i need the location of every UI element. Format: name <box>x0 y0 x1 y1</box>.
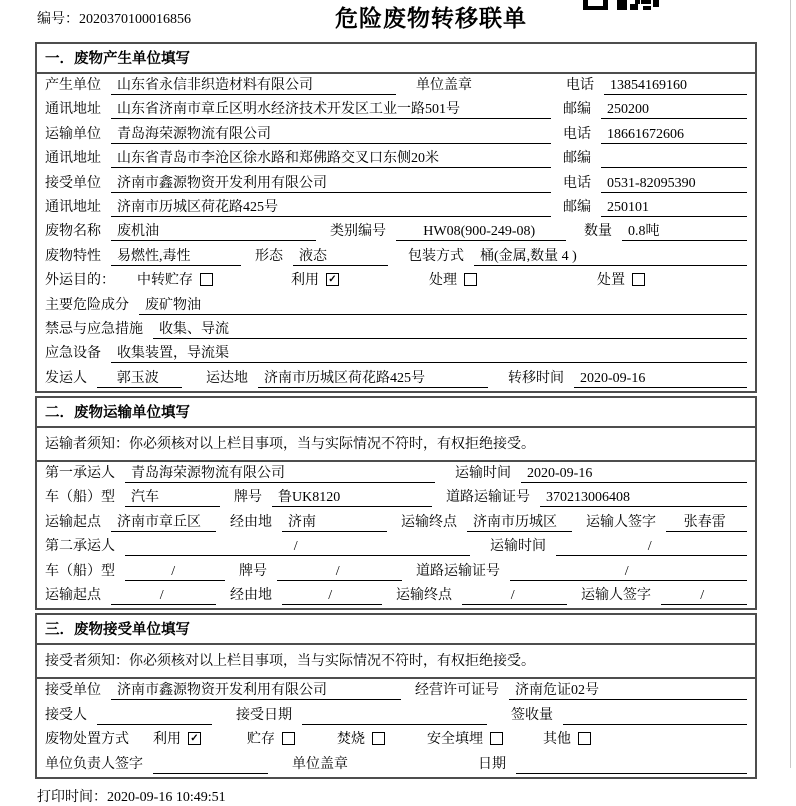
row-vehicle-2 <box>37 560 755 584</box>
unit-seal-label: 单位盖章 <box>416 78 472 93</box>
print-time-label: 打印时间： <box>37 789 107 805</box>
addr2-label: 通讯地址 <box>45 151 101 167</box>
origin2-label: 运输起点 <box>45 588 101 604</box>
phone1-label: 电话 <box>566 78 594 93</box>
row-hazard-components <box>37 294 755 318</box>
document-header <box>35 0 757 42</box>
via2-label: 经由地 <box>230 588 272 604</box>
via1-label: 经由地 <box>230 514 272 530</box>
purpose-option-dispose <box>597 269 645 289</box>
row-second-carrier <box>37 535 755 559</box>
permit2-value: / <box>510 564 747 581</box>
permit1-value: 370213006408 <box>540 490 747 507</box>
packing-label: 包装方式 <box>408 248 464 264</box>
acceptor-value <box>97 708 212 725</box>
qr-code-fragment-icon <box>583 0 659 16</box>
via1-value: 济南 <box>282 511 387 532</box>
taboo-label: 禁忌与应急措施 <box>45 321 143 337</box>
vehicle2-value: / <box>125 564 225 581</box>
quantity-value: 0.8吨 <box>622 220 747 241</box>
zip1-label: 邮编 <box>563 102 591 118</box>
print-time-line <box>35 786 757 806</box>
row-transfer-purpose <box>37 269 755 293</box>
phone3-label: 电话 <box>563 175 591 191</box>
destination-value: 济南市历城区荷花路425号 <box>258 367 488 388</box>
plate1-label: 牌号 <box>234 490 262 506</box>
serial-label: 编号： <box>37 12 79 27</box>
received-qty-value <box>563 708 747 725</box>
date-label: 日期 <box>478 756 506 772</box>
carrier1-label: 第一承运人 <box>45 466 115 482</box>
transporter-notice: 运输者须知：你必须核对以上栏目事项，当与实际情况不符时，有权拒绝接受。 <box>37 428 755 462</box>
phone2-value: 18661672606 <box>601 127 747 144</box>
plate1-value: 鲁UK8120 <box>272 486 432 507</box>
disposal-option-utilize-label: 利用 <box>153 732 181 748</box>
hazard-label: 主要危险成分 <box>45 297 129 313</box>
origin1-label: 运输起点 <box>45 514 101 530</box>
date-value <box>516 757 747 774</box>
disposal-option-other-label: 其他 <box>543 732 571 748</box>
carrier1-value: 青岛海荣源物流有限公司 <box>125 462 435 483</box>
origin2-value: / <box>111 588 216 605</box>
plate2-label: 牌号 <box>239 563 267 579</box>
accepting-unit-label: 接受单位 <box>45 683 101 699</box>
row-receiver-address <box>37 196 755 220</box>
disposal-label: 废物处置方式 <box>45 732 129 748</box>
zip2-value <box>601 151 747 168</box>
serial-number-line <box>37 8 191 28</box>
sign1-value: 张春雷 <box>666 511 747 532</box>
row-chief-signature <box>37 753 755 777</box>
disposal-checkbox-other <box>578 732 591 745</box>
section-producer-title: 一．废物产生单位填写 <box>37 44 755 74</box>
addr1-label: 通讯地址 <box>45 102 101 118</box>
section-receiver <box>35 613 757 779</box>
producer-label: 产生单位 <box>45 78 101 93</box>
purpose-checkbox-transit-storage <box>200 273 213 286</box>
received-qty-label: 签收量 <box>511 707 553 723</box>
zip2-label: 邮编 <box>563 151 591 167</box>
destination-label: 运达地 <box>206 370 248 386</box>
receiver-label: 接受单位 <box>45 175 101 191</box>
receiver-seal-label: 单位盖章 <box>292 756 348 772</box>
sign2-value: / <box>661 588 747 605</box>
traits-value: 易燃性,毒性 <box>111 245 241 266</box>
disposal-checkbox-landfill <box>490 732 503 745</box>
phone2-label: 电话 <box>563 126 591 142</box>
manifest-document <box>35 0 757 806</box>
row-first-carrier <box>37 462 755 486</box>
phone3-value: 0531-82095390 <box>601 176 747 193</box>
disposal-option-incinerate-label: 焚烧 <box>337 732 365 748</box>
shipper-value: 郭玉波 <box>97 367 182 388</box>
purpose-checkbox-treat <box>464 273 477 286</box>
waste-name-value: 废机油 <box>111 220 316 241</box>
time2-value: / <box>556 539 747 556</box>
plate2-value: / <box>277 564 402 581</box>
disposal-checkbox-incinerate <box>372 732 385 745</box>
transporter-value: 青岛海荣源物流有限公司 <box>111 123 551 144</box>
addr3-label: 通讯地址 <box>45 199 101 215</box>
zip3-label: 邮编 <box>563 199 591 215</box>
category-label: 类别编号 <box>330 224 386 240</box>
via2-value: / <box>282 588 382 605</box>
row-route-2 <box>37 584 755 608</box>
equipment-label: 应急设备 <box>45 346 101 362</box>
purpose-checkbox-dispose <box>632 273 645 286</box>
row-shipper <box>37 367 755 391</box>
time1-value: 2020-09-16 <box>521 466 747 483</box>
zip1-value: 250200 <box>601 102 747 119</box>
purpose-option-transit-storage <box>137 269 213 289</box>
purpose-option-treat-label: 处理 <box>429 273 457 289</box>
purpose-checkbox-utilize: ✓ <box>326 273 339 286</box>
transporter-label: 运输单位 <box>45 126 101 142</box>
row-accepting-unit <box>37 679 755 703</box>
accept-date-label: 接受日期 <box>236 707 292 723</box>
section-producer <box>35 42 757 393</box>
time2-label: 运输时间 <box>490 539 546 555</box>
sign1-label: 运输人签字 <box>586 514 656 530</box>
row-producer-address <box>37 98 755 122</box>
packing-value: 桶(金属,数量 4 ) <box>474 245 747 266</box>
row-disposal-method <box>37 728 755 752</box>
origin1-value: 济南市章丘区 <box>111 511 216 532</box>
page-title: 危险废物转移联单 <box>335 6 527 31</box>
disposal-option-storage <box>247 728 295 748</box>
purpose-label: 外运目的： <box>45 273 115 289</box>
form-label: 形态 <box>255 248 283 264</box>
equipment-value: 收集装置，导流渠 <box>111 342 747 363</box>
disposal-option-storage-label: 贮存 <box>247 732 275 748</box>
row-emergency-equipment <box>37 342 755 366</box>
accept-date-value <box>302 708 487 725</box>
sign2-label: 运输人签字 <box>581 588 651 604</box>
serial-number: 2020370100016856 <box>79 12 191 27</box>
carrier2-value: / <box>125 539 470 556</box>
purpose-option-transit-storage-label: 中转贮存 <box>137 273 193 289</box>
zip3-value: 250101 <box>601 200 747 217</box>
waste-name-label: 废物名称 <box>45 224 101 240</box>
row-vehicle-1 <box>37 486 755 510</box>
addr3-value: 济南市历城区荷花路425号 <box>111 196 551 217</box>
section-receiver-title: 三．废物接受单位填写 <box>37 615 755 645</box>
row-route-1 <box>37 511 755 535</box>
receiver-value: 济南市鑫源物资开发利用有限公司 <box>111 172 551 193</box>
section-transporter-title: 二．废物运输单位填写 <box>37 398 755 428</box>
phone1-value: 13854169160 <box>604 78 747 95</box>
category-value: HW08(900-249-08) <box>396 224 566 241</box>
shipper-label: 发运人 <box>45 370 87 386</box>
addr1-value: 山东省济南市章丘区明水经济技术开发区工业一路501号 <box>111 98 551 119</box>
time1-label: 运输时间 <box>455 466 511 482</box>
permit1-label: 道路运输证号 <box>446 490 530 506</box>
end2-value: / <box>462 588 567 605</box>
end2-label: 运输终点 <box>396 588 452 604</box>
row-receiver-unit <box>37 172 755 196</box>
row-acceptor <box>37 704 755 728</box>
end1-value: 济南市历城区 <box>467 511 572 532</box>
disposal-option-other <box>543 728 591 748</box>
acceptor-label: 接受人 <box>45 707 87 723</box>
chief-sign-value <box>153 757 268 774</box>
purpose-option-utilize-label: 利用 <box>291 273 319 289</box>
row-transport-unit <box>37 123 755 147</box>
end1-label: 运输终点 <box>401 514 457 530</box>
row-waste-name <box>37 220 755 244</box>
quantity-label: 数量 <box>584 224 612 240</box>
purpose-option-treat <box>429 269 477 289</box>
permit2-label: 道路运输证号 <box>416 563 500 579</box>
print-time-value: 2020-09-16 10:49:51 <box>107 789 226 805</box>
hazard-value: 废矿物油 <box>139 294 747 315</box>
disposal-option-utilize <box>153 728 201 748</box>
producer-value: 山东省永信非织造材料有限公司 <box>111 74 396 95</box>
row-taboo-measures <box>37 318 755 342</box>
row-waste-traits <box>37 245 755 269</box>
transfer-time-value: 2020-09-16 <box>574 371 747 388</box>
disposal-option-landfill-label: 安全填埋 <box>427 732 483 748</box>
row-transporter-address <box>37 147 755 171</box>
disposal-checkbox-storage <box>282 732 295 745</box>
accepting-unit-value: 济南市鑫源物资开发利用有限公司 <box>111 679 401 700</box>
row-producer <box>37 74 755 98</box>
vehicle1-value: 汽车 <box>125 486 220 507</box>
chief-sign-label: 单位负责人签字 <box>45 756 143 772</box>
license-value: 济南危证02号 <box>509 679 747 700</box>
vehicle2-label: 车（船）型 <box>45 563 115 579</box>
license-label: 经营许可证号 <box>415 683 499 699</box>
transfer-time-label: 转移时间 <box>508 370 564 386</box>
receiver-notice: 接受者须知：你必须核对以上栏目事项，当与实际情况不符时，有权拒绝接受。 <box>37 645 755 679</box>
form-value: 液态 <box>293 245 388 266</box>
purpose-option-utilize <box>291 269 339 289</box>
carrier2-label: 第二承运人 <box>45 539 115 555</box>
traits-label: 废物特性 <box>45 248 101 264</box>
disposal-option-landfill <box>427 728 503 748</box>
addr2-value: 山东省青岛市李沧区徐水路和郑佛路交叉口东侧20米 <box>111 147 551 168</box>
disposal-checkbox-utilize: ✓ <box>188 732 201 745</box>
page-edge-line <box>790 0 791 768</box>
taboo-value: 收集、导流 <box>153 318 747 339</box>
section-transporter <box>35 396 757 610</box>
purpose-option-dispose-label: 处置 <box>597 273 625 289</box>
vehicle1-label: 车（船）型 <box>45 490 115 506</box>
disposal-option-incinerate <box>337 728 385 748</box>
